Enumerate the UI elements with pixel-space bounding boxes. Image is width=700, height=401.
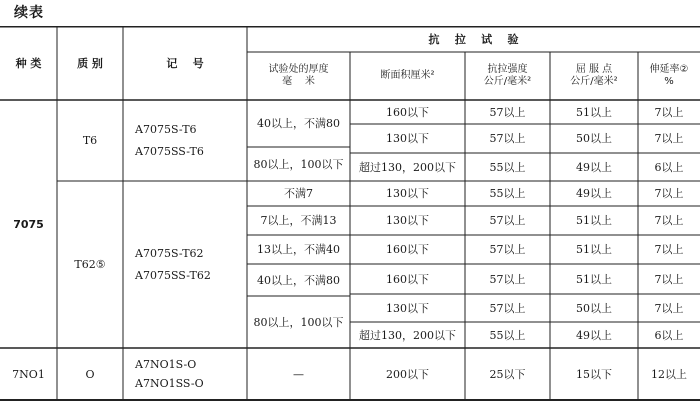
yield-point-cell: 49以上: [576, 160, 612, 174]
species-7075: 7075: [13, 217, 44, 231]
elongation-cell: 7以上: [654, 301, 684, 315]
yield-point-cell: 49以上: [576, 187, 612, 200]
temper-o: O: [85, 367, 95, 381]
elongation-cell: 6以上: [654, 328, 684, 342]
thickness-cell: —: [293, 367, 304, 381]
area-cell: 超过130，200以下: [359, 328, 456, 342]
tensile-strength-cell: 57以上: [489, 214, 526, 227]
elongation-cell: 7以上: [654, 187, 684, 200]
yield-point-cell: 50以上: [576, 132, 612, 145]
yield-point-cell: 51以上: [576, 214, 612, 227]
thickness-cell: 13以上，不满40: [257, 243, 340, 256]
header-thickness: 试验处的厚度 毫 米: [268, 64, 329, 87]
tensile-strength-cell: 57以上: [489, 105, 526, 119]
code-group-o: [123, 348, 247, 400]
area-cell: 130以下: [386, 132, 429, 145]
tensile-strength-cell: 25以下: [489, 367, 526, 381]
area-cell: 130以下: [386, 187, 429, 200]
header-area: 断面积厘米²: [380, 70, 435, 81]
code-a7075ss-t62: A7075SS-T62: [135, 268, 211, 282]
yield-point-cell: 49以上: [576, 328, 612, 342]
area-cell: 130以下: [386, 214, 429, 227]
area-cell: 200以下: [386, 367, 429, 381]
thickness-cell: 80以上，100以下: [253, 315, 344, 329]
header-elongation: 伸延率② %: [649, 64, 689, 87]
code-a7075s-t6: A7075S-T6: [135, 122, 197, 136]
elongation-cell: 7以上: [654, 243, 684, 256]
tensile-strength-cell: 57以上: [489, 301, 526, 315]
code-a7no1ss-o: A7NO1SS-O: [135, 377, 204, 390]
elongation-cell: 7以上: [654, 214, 684, 227]
code-a7075s-t62: A7075S-T62: [135, 246, 204, 260]
tensile-strength-cell: 57以上: [489, 243, 526, 256]
alloy-spec-table: [0, 26, 700, 401]
code-a7no1s-o: A7NO1S-O: [135, 358, 197, 371]
temper-t62: T62⑤: [74, 258, 106, 271]
tensile-strength-cell: 55以上: [489, 187, 526, 200]
elongation-cell: 6以上: [654, 160, 684, 174]
elongation-cell: 7以上: [654, 272, 684, 286]
thickness-cell: 7以上，不满13: [260, 214, 337, 227]
elongation-cell: 7以上: [654, 105, 684, 119]
yield-point-cell: 51以上: [576, 272, 612, 286]
thickness-cell: 40以上，不满80: [257, 273, 340, 287]
elongation-cell: 7以上: [654, 132, 684, 145]
area-cell: 超过130，200以下: [359, 160, 456, 174]
species-7NO1: 7NO1: [12, 367, 45, 381]
yield-point-cell: 51以上: [576, 243, 612, 256]
header-temper: 质 别: [77, 56, 103, 70]
tensile-strength-cell: 57以上: [489, 132, 526, 145]
header-species: 种 类: [15, 56, 42, 70]
code-group-t62: [123, 181, 247, 348]
thickness-cell: 40以上，不满80: [257, 117, 340, 130]
area-cell: 160以下: [386, 243, 429, 256]
header-yield-point: 屈 服 点 公斤/毫米²: [570, 64, 618, 87]
area-cell: 160以下: [386, 272, 429, 286]
temper-t6: T6: [82, 134, 98, 147]
table-caption: 续表: [14, 5, 44, 21]
area-cell: 160以下: [386, 105, 429, 119]
thickness-cell: 不满7: [284, 187, 313, 200]
header-tensile-strength: 抗拉强度 公斤/毫米²: [483, 64, 532, 87]
header-tensile-test: 抗 拉 试 验: [428, 32, 519, 46]
tensile-strength-cell: 57以上: [489, 272, 526, 286]
yield-point-cell: 51以上: [576, 105, 612, 119]
elongation-cell: 12以上: [651, 367, 687, 381]
code-group-t6: [123, 100, 247, 181]
yield-point-cell: 15以下: [576, 367, 612, 381]
code-a7075ss-t6: A7075SS-T6: [135, 144, 204, 158]
header-code: 记 号: [166, 56, 204, 70]
tensile-strength-cell: 55以上: [489, 328, 526, 342]
yield-point-cell: 50以上: [576, 301, 612, 315]
area-cell: 130以下: [386, 301, 429, 315]
tensile-strength-cell: 55以上: [489, 160, 526, 174]
thickness-cell: 80以上，100以下: [253, 157, 344, 171]
